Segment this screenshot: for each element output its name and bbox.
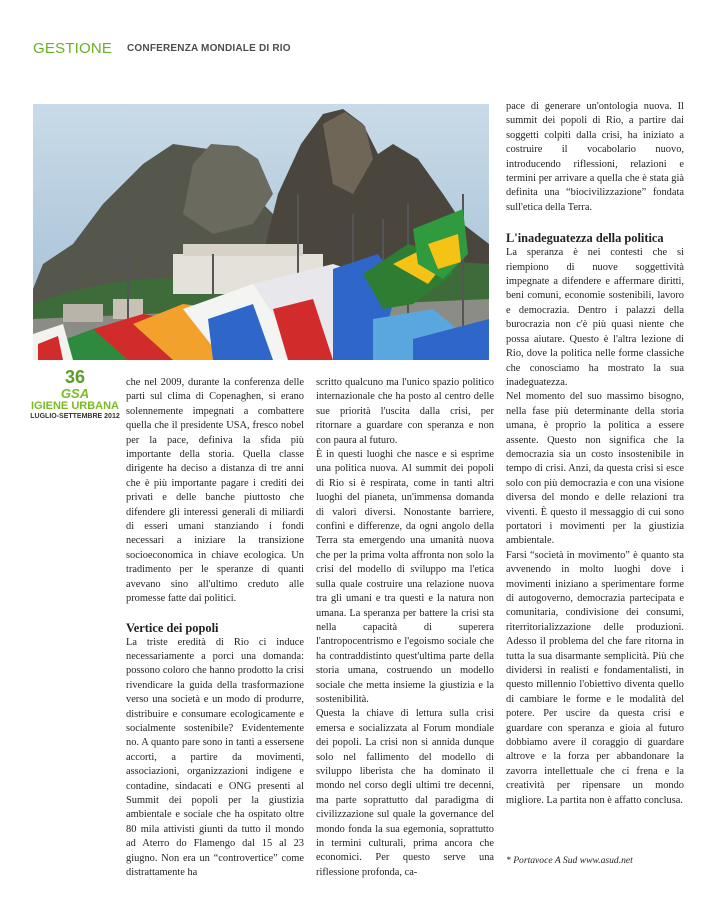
rubric-label: CONFERENZA MONDIALE DI RIO bbox=[127, 43, 291, 54]
article-paragraph: La triste eredità di Rio ci induce necessariamente a porci una domanda: possono coloro che hanno prodotto la crisi rivendicare la guida della trasformazione verso una società e un modo di produrre, distribuire e consumare ecologicamente e socialmente sostenibile? Evidentemente no. A quanto pare sono in tanti a essersene accorti, a partire da movimenti, associazioni, organizzazioni indigene e contadine, sindacati e ONG presenti al Summit dei popoli per la giustizia ambientale e sociale che ha ospitato oltre 80 mila attivisti giunti da tutto il mondo ad Aterro do Flamengo dal 15 al 23 giugno. Non era un “controvertice” come distrattamente ha bbox=[126, 636, 304, 878]
subheading-vertice: Vertice dei popoli bbox=[126, 620, 219, 635]
author-note: * Portavoce A Sud www.asud.net bbox=[506, 855, 633, 867]
article-paragraph: Nel momento del suo massimo bisogno, nella fase più determinante della storia umana, è proprio la politica a essere assente. Questo non significa che la democrazia sia un costo insostenibile in tempo di crisi. Anzi, da questa crisi si esce solo con più democrazia e con una visione diversa del mondo e delle relazioni tra viventi. È questo il messaggio di cui sono portatori i movimenti per la giustizia ambientale. bbox=[506, 391, 684, 547]
article-paragraph: Farsi “società in movimento” è quanto sta avvenendo in molto luoghi dove i movimenti iniziano a sperimentare forme di autogoverno, democrazia partecipata e comunitaria, condivisione dei consumi, riterritorializzazione delle produzioni. Adesso il problema del che fare ritorna in tutta la sua disarmante semplicità. Più che dividersi in realisti e fondamentalisti, in questo millennio l'obiettivo diventa quello di cambiare le forme e le modalità del potere. Per uscire da questa crisi e guardare con speranza e gioia al futuro dobbiamo avere il coraggio di guardare altrove e la forza per abbandonare la zavorra intellettuale che ci frena e la creatività per ripensare un mondo migliore. La partita non è affatto conclusa. bbox=[506, 549, 684, 806]
magazine-logo-bottom: IGIENE URBANA bbox=[30, 400, 119, 412]
magazine-logo-top: GSA bbox=[60, 386, 90, 401]
article-column-2 bbox=[316, 376, 494, 880]
article-paragraph: Questa la chiave di lettura sulla crisi emersa e socializzata al Forum mondiale dei popoli. La crisi non si annida dunque solo nel fallimento del modello di sviluppo liberista che ha dominato il mondo nel corso degli ultimi tre decenni, ma parte soprattutto dal paradigma di civilizzazione sul quale la governance del mondo fonda la sua egemonia, soprattutto in termini culturali, prima ancora che economici. Per questo serve una riflessione profonda, ca- bbox=[316, 708, 494, 878]
section-label: GESTIONE bbox=[33, 40, 113, 57]
page-number: 36 bbox=[64, 367, 86, 387]
article-paragraph: pace di generare un'ontologia nuova. Il summit dei popoli di Rio, a partire dai soggetti colpiti dalla crisi, ha iniziato a costruire il vocabolario nuovo, introducendo riflessioni, relazioni e termini per arrivare a quella che è stata già definita una “biocivilizzazione” fondata sull'etica della Terra. bbox=[506, 101, 684, 213]
article-column-3 bbox=[506, 100, 684, 869]
issue-date: LUGLIO-SETTEMBRE 2012 bbox=[30, 413, 120, 420]
article-paragraph: È in questi luoghi che nasce e si esprime una politica nuova. Al summit dei popoli di Rio si è respirata, come in tanti altri luoghi del pianeta, un'immensa domanda di valori diversi. Nonostante barriere, confini e differenze, da ogni angolo della Terra sta emergendo una umanità nuova che per la prima volta affronta non solo la crisi del modello di sviluppo ma l'etica sulla quale costruire una relazione nuova tra gli umani e tra questi e la natura non umana. La speranza per battere la crisi sta nella capacità di superera l'antropocentrismo e l'egoismo sociale che ha contraddistinto quest'ultima parte della storia umana, costruendo un modello sociale che metta insieme la giustizia e la sostenibilità. bbox=[316, 449, 494, 705]
article-column-1 bbox=[126, 376, 304, 880]
rio-flags-photo bbox=[33, 104, 489, 360]
folio-block bbox=[30, 368, 120, 422]
article-paragraph: La speranza è nei contesti che si riempiono di nuove soggettività impegnate a difendere e affermare diritti, beni comuni, economie sostenibili, lavoro e democrazia. Dentro i palazzi della burocrazia non c'è più quasi niente che possa aiutare. Questo è l'altra lezione di Rio, dove la politica nelle forme classiche che conosciamo ha mostrato la sua inadeguatezza. bbox=[506, 247, 684, 388]
photo-illustration bbox=[33, 104, 489, 360]
article-paragraph: scritto qualcuno ma l'unico spazio politico internazionale che ha posto al centro delle sue priorità l'uscita dalla crisi, per ritornare a guardare con speranza e non con paura al futuro. bbox=[316, 377, 494, 446]
article-paragraph: che nel 2009, durante la conferenza delle parti sul clima di Copenaghen, si erano solennemente impegnati a combattere quella che il presidente USA, fresco nobel per la pace, definiva la sfida più importante della storia. Quella classe dirigente ha deciso a distanza di tre anni che è più importante pagare i crediti dei privati e delle banche piuttosto che difendere gli interessi generali di miliardi di esseri umani stanziando i fondi necessari a iniziare la transizione socioeconomica in chiave ecologica. Un tradimento per le speranze di quanti avevano sino all'ultimo creduto alle promesse fatte dai politici. bbox=[126, 377, 304, 605]
subheading-inadeguatezza: L'inadeguatezza della politica bbox=[506, 231, 664, 246]
